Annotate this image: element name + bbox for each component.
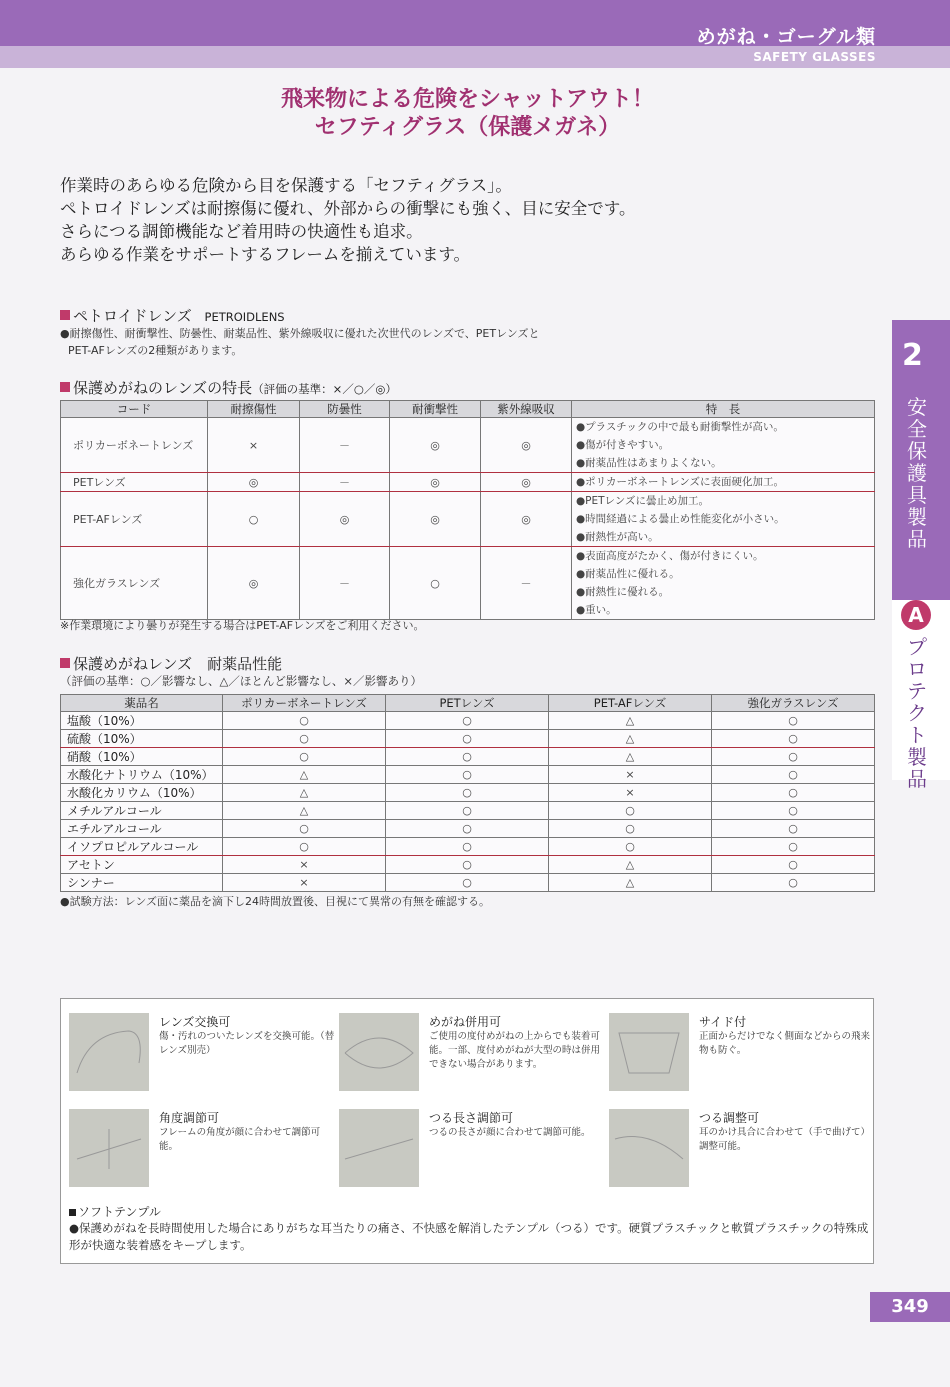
intro-line: あらゆる作業をサポートするフレームを揃えています。 <box>60 245 471 264</box>
rating: △ <box>549 730 712 748</box>
feature-line: ●耐薬品性に優れる。 <box>576 568 680 580</box>
feature-line: ●耐熱性が高い。 <box>576 531 659 543</box>
chemical-name: シンナー <box>61 874 223 892</box>
chemical-name: アセトン <box>61 856 223 874</box>
lens-features <box>572 492 875 547</box>
rating: ◎ <box>208 473 300 492</box>
petroid-title-en: PETROIDLENS <box>204 310 285 324</box>
feature-desc: 正面からだけでなく側面などからの飛来物も防ぐ。 <box>699 1031 871 1056</box>
table-row <box>61 712 875 730</box>
col-header: 耐擦傷性 <box>208 401 300 418</box>
chemical-resistance-table <box>60 694 875 892</box>
col-header: 薬品名 <box>61 695 223 712</box>
rating: ○ <box>223 748 386 766</box>
rating: － <box>300 547 390 620</box>
rating: ○ <box>386 766 549 784</box>
rating: × <box>208 418 300 473</box>
rating: × <box>223 856 386 874</box>
table-row <box>61 473 875 492</box>
lens-code: ポリカーボネートレンズ <box>61 418 208 473</box>
rating: ○ <box>390 547 481 620</box>
section-marker <box>69 1209 76 1216</box>
lens-criteria: （評価の基準：×／○／◎） <box>252 382 397 396</box>
rating: ○ <box>386 838 549 856</box>
rating: △ <box>549 856 712 874</box>
page-number: 349 <box>870 1292 950 1322</box>
rating: ○ <box>712 802 875 820</box>
rating: △ <box>223 784 386 802</box>
chemical-name: イソプロピルアルコール <box>61 838 223 856</box>
rating: ○ <box>223 730 386 748</box>
rating: ◎ <box>481 473 572 492</box>
lens-features <box>572 418 875 473</box>
lens-table-title-text: 保護めがねのレンズの特長 <box>73 379 253 397</box>
chemical-name: 硝酸（10%） <box>61 748 223 766</box>
table-row <box>61 838 875 856</box>
rating: ○ <box>223 712 386 730</box>
feature-title: つる調整可 <box>699 1111 760 1125</box>
subchapter-label: プロテクト製品 <box>907 635 927 791</box>
rating: － <box>481 547 572 620</box>
rating: ◎ <box>481 492 572 547</box>
table-row <box>61 856 875 874</box>
feature-desc: 傷・汚れのついたレンズを交換可能。（替レンズ別売） <box>159 1031 335 1056</box>
soft-temple-title <box>69 1203 161 1220</box>
angle-adjust-photo <box>69 1109 149 1187</box>
chem-note: ●試験方法：レンズ面に薬品を滴下し24時間放置後、目視にて異常の有無を確認する。 <box>60 895 490 908</box>
lens-code: PET-AFレンズ <box>61 492 208 547</box>
table-row <box>61 766 875 784</box>
feature-desc: ご使用の度付めがねの上からでも装着可能。一部、度付めがねが大型の時は併用できない場合があります。 <box>429 1031 601 1070</box>
rating: ○ <box>549 820 712 838</box>
petroid-desc-line: PET-AFレンズの2種類があります。 <box>68 344 243 357</box>
chem-table-title <box>60 653 282 674</box>
col-header: 耐衝撃性 <box>390 401 481 418</box>
rating: △ <box>549 874 712 892</box>
lens-note: ※作業環境により曇りが発生する場合はPET-AFレンズをご利用ください。 <box>60 619 425 632</box>
side-shield-photo <box>609 1013 689 1091</box>
rating: ○ <box>386 856 549 874</box>
rating: ○ <box>223 838 386 856</box>
rating: ○ <box>712 874 875 892</box>
rating: △ <box>223 802 386 820</box>
feature-line: ●耐熱性に優れる。 <box>576 586 670 598</box>
rating: ○ <box>386 820 549 838</box>
lens-features <box>572 547 875 620</box>
lens-feature-table <box>60 400 875 620</box>
chem-criteria: （評価の基準：○／影響なし、△／ほとんど影響なし、×／影響あり） <box>60 674 423 688</box>
rating: × <box>549 766 712 784</box>
rating: ◎ <box>390 473 481 492</box>
col-header: 強化ガラスレンズ <box>712 695 875 712</box>
table-row <box>61 547 875 620</box>
feature-line: ●表面高度がたかく、傷が付きにくい。 <box>576 550 764 562</box>
chapter-number: 2 <box>902 338 923 373</box>
rating: ○ <box>712 712 875 730</box>
petroid-desc-line: ●耐擦傷性、耐衝撃性、防曇性、耐薬品性、紫外線吸収に優れた次世代のレンズで、PETレンズと <box>60 327 540 340</box>
rating: ○ <box>386 874 549 892</box>
rating: ○ <box>712 838 875 856</box>
rating: ○ <box>386 784 549 802</box>
feature-desc: 耳のかけ具合に合わせて（手で曲げて）調整可能。 <box>699 1127 871 1152</box>
chemical-name: 水酸化カリウム（10%） <box>61 784 223 802</box>
rating: △ <box>549 748 712 766</box>
feature-line: ●重い。 <box>576 604 617 616</box>
category-title-en: SAFETY GLASSES <box>753 50 876 64</box>
table-row <box>61 802 875 820</box>
section-marker <box>60 310 70 320</box>
rating: ○ <box>549 838 712 856</box>
lens-code: 強化ガラスレンズ <box>61 547 208 620</box>
col-header: PETレンズ <box>386 695 549 712</box>
chemical-name: 塩酸（10%） <box>61 712 223 730</box>
rating: △ <box>549 712 712 730</box>
rating: ◎ <box>481 418 572 473</box>
petroid-section-title <box>60 305 285 326</box>
headline-line: セフティグラス（保護メガネ） <box>314 115 621 140</box>
col-header: 紫外線吸収 <box>481 401 572 418</box>
rating: ○ <box>712 730 875 748</box>
col-header: コード <box>61 401 208 418</box>
rating: ○ <box>712 820 875 838</box>
feature-title: レンズ交換可 <box>159 1015 231 1029</box>
rating: ◎ <box>300 492 390 547</box>
rating: ○ <box>386 730 549 748</box>
chemical-name: 硫酸（10%） <box>61 730 223 748</box>
table-row <box>61 748 875 766</box>
section-marker <box>60 658 70 668</box>
table-row <box>61 784 875 802</box>
table-row <box>61 820 875 838</box>
feature-desc: つるの長さが顔に合わせて調節可能。 <box>429 1127 591 1138</box>
feature-title: めがね併用可 <box>429 1015 502 1029</box>
soft-temple-title-text: ソフトテンプル <box>78 1205 161 1219</box>
chemical-name: 水酸化ナトリウム（10%） <box>61 766 223 784</box>
rating: ○ <box>208 492 300 547</box>
chapter-label: 安全保護具製品 <box>907 395 927 551</box>
temple-bend-photo <box>609 1109 689 1187</box>
petroid-desc <box>60 325 539 359</box>
over-glasses-photo <box>339 1013 419 1091</box>
feature-title: つる長さ調節可 <box>429 1111 514 1125</box>
lens-table-title <box>60 377 397 398</box>
chemical-name: メチルアルコール <box>61 802 223 820</box>
lens-code: PETレンズ <box>61 473 208 492</box>
table-row <box>61 730 875 748</box>
rating: ○ <box>386 712 549 730</box>
rating: ○ <box>549 802 712 820</box>
rating: － <box>300 418 390 473</box>
headline <box>60 86 875 142</box>
intro-line: 作業時のあらゆる危険から目を保護する「セフティグラス」。 <box>60 176 512 195</box>
feature-desc: フレームの角度が顔に合わせて調節可能。 <box>159 1127 321 1152</box>
table-row <box>61 492 875 547</box>
col-header: 特 長 <box>572 401 875 418</box>
feature-line: ●傷が付きやすい。 <box>576 439 670 451</box>
feature-title: サイド付 <box>699 1015 747 1029</box>
intro-line: ペトロイドレンズは耐擦傷に優れ、外部からの衝撃にも強く、目に安全です。 <box>60 199 636 218</box>
rating: ○ <box>712 784 875 802</box>
chemical-name: エチルアルコール <box>61 820 223 838</box>
soft-temple-desc: ●保護めがねを長時間使用した場合にありがちな耳当たりの痛さ、不快感を解消したテンプル（つる）です。硬質プラスチックと軟質プラスチックの特殊成形が快適な装着感をキープします。 <box>69 1221 869 1252</box>
rating: × <box>549 784 712 802</box>
intro-line: さらにつる調節機能など着用時の快適性も追求。 <box>60 222 423 241</box>
rating: ◎ <box>208 547 300 620</box>
headline-line: 飛来物による危険をシャットアウト！ <box>281 87 654 112</box>
table-row <box>61 418 875 473</box>
category-title: めがね・ゴーグル類 <box>696 26 876 48</box>
feature-box <box>60 998 874 1264</box>
feature-line: ●耐薬品性はあまりよくない。 <box>576 457 722 469</box>
col-header: 防曇性 <box>300 401 390 418</box>
rating: ○ <box>712 766 875 784</box>
rating: ○ <box>712 856 875 874</box>
rating: ○ <box>223 820 386 838</box>
feature-line: ●時間経過による曇止め性能変化が小さい。 <box>576 513 785 525</box>
feature-line: ●PETレンズに曇止め加工。 <box>576 495 709 507</box>
chem-table-title-text: 保護めがねレンズ 耐薬品性能 <box>73 655 283 673</box>
rating: ○ <box>386 802 549 820</box>
lens-features <box>572 473 875 492</box>
feature-line: ●プラスチックの中で最も耐衝撃性が高い。 <box>576 421 784 433</box>
lens-swap-photo <box>69 1013 149 1091</box>
section-marker <box>60 382 70 392</box>
rating: ○ <box>712 748 875 766</box>
table-row <box>61 874 875 892</box>
feature-line: ●ポリカーボネートレンズに表面硬化加工。 <box>576 476 784 488</box>
rating: △ <box>223 766 386 784</box>
col-header: ポリカーボネートレンズ <box>223 695 386 712</box>
petroid-title: ペトロイドレンズ <box>73 307 192 325</box>
rating: － <box>300 473 390 492</box>
rating: ○ <box>386 748 549 766</box>
feature-title: 角度調節可 <box>159 1111 220 1125</box>
temple-length-photo <box>339 1109 419 1187</box>
rating: × <box>223 874 386 892</box>
rating: ◎ <box>390 418 481 473</box>
col-header: PET-AFレンズ <box>549 695 712 712</box>
subchapter-badge: A <box>901 600 931 630</box>
intro-text <box>60 174 820 266</box>
rating: ◎ <box>390 492 481 547</box>
